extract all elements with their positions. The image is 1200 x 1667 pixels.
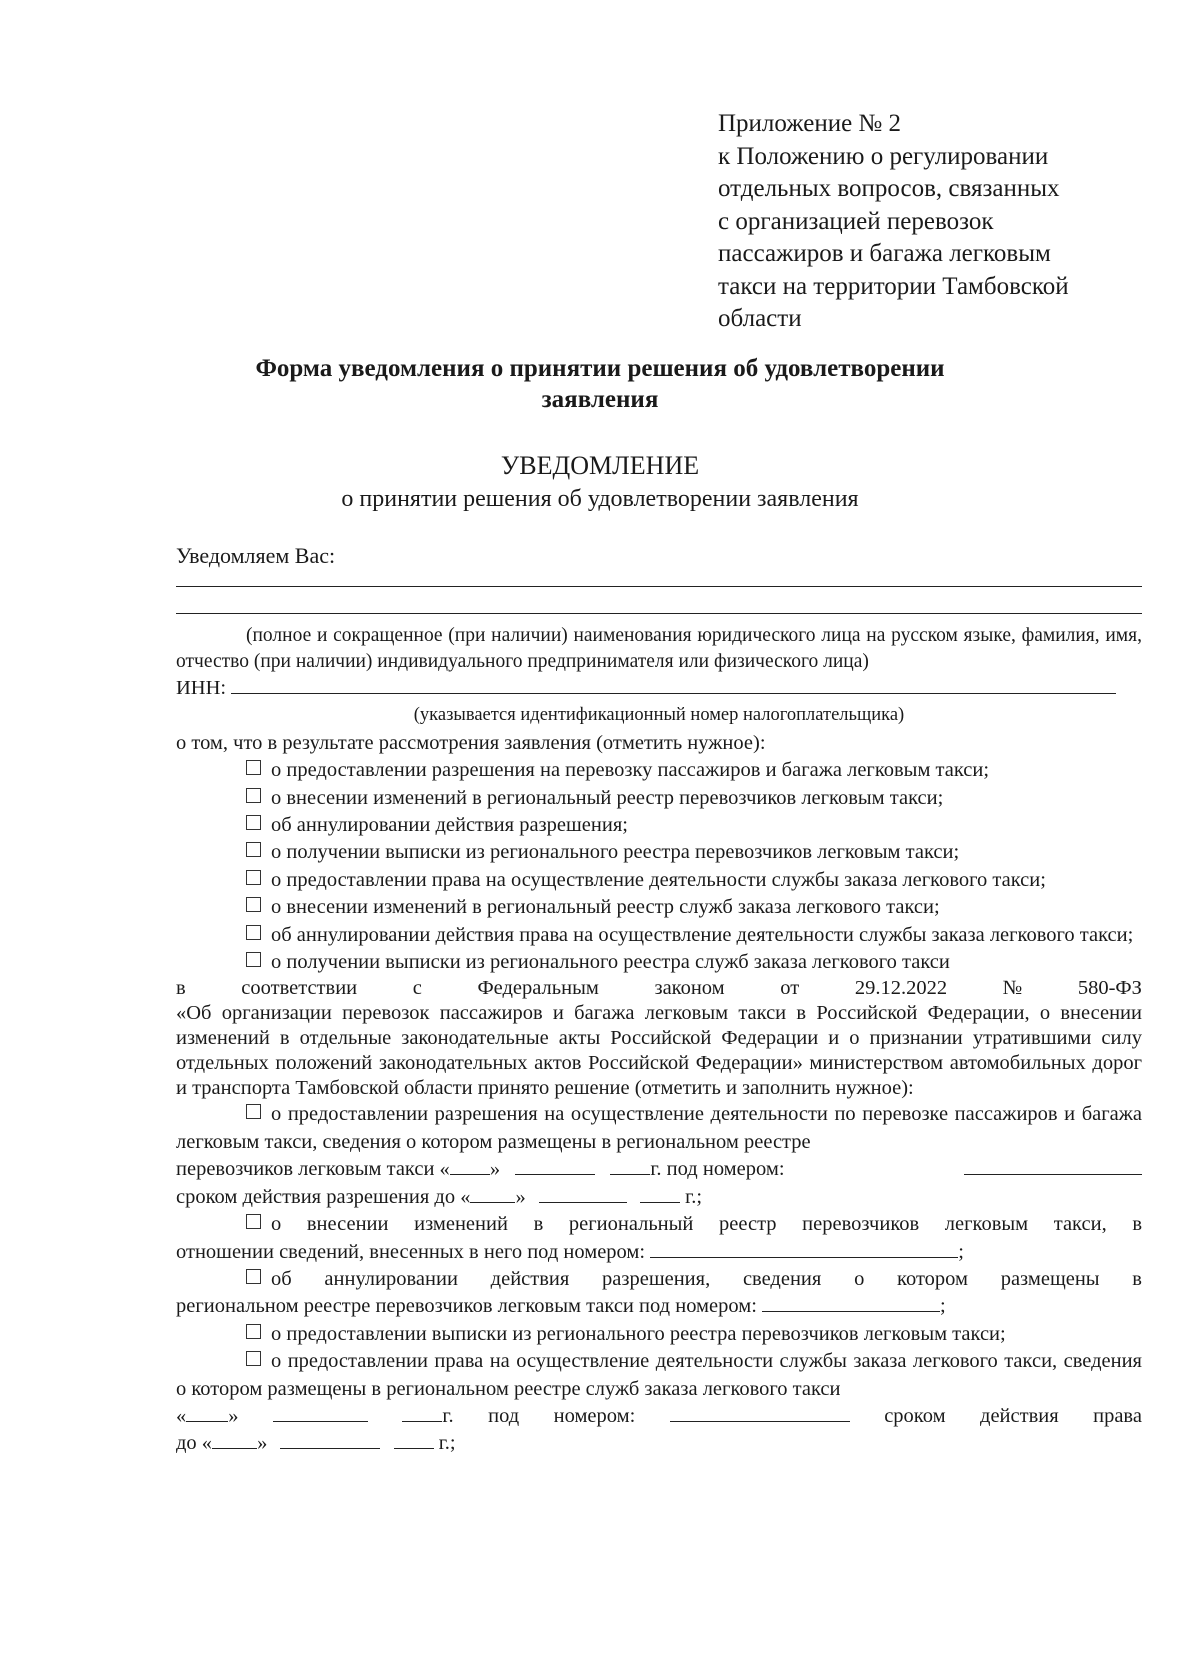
option-text: об аннулировании действия разрешения; xyxy=(271,814,628,837)
application-option xyxy=(176,949,1142,976)
checkbox[interactable] xyxy=(246,760,261,775)
legal-word: от xyxy=(780,977,800,1000)
inn-row xyxy=(176,675,1142,702)
registry-number-field[interactable] xyxy=(650,1239,958,1258)
checkbox[interactable] xyxy=(246,897,261,912)
registry-number-field[interactable] xyxy=(964,1156,1142,1175)
decision-option xyxy=(176,1101,1142,1156)
decision-5-line-3 xyxy=(176,1403,1142,1430)
day-field[interactable] xyxy=(212,1430,257,1449)
legal-word: № xyxy=(1002,977,1023,1000)
checkbox[interactable] xyxy=(246,788,261,803)
decision-3-line-2 xyxy=(176,1293,1142,1320)
month-field[interactable] xyxy=(273,1403,368,1422)
notice-heading: УВЕДОМЛЕНИЕ xyxy=(500,451,700,480)
decision-option xyxy=(176,1321,1142,1348)
appendix-line: с организацией перевозок xyxy=(718,207,994,235)
checkbox[interactable] xyxy=(246,1351,261,1366)
checkbox[interactable] xyxy=(246,1214,261,1229)
application-option xyxy=(176,922,1142,949)
decision-1-line-3 xyxy=(176,1156,1142,1183)
day-field[interactable] xyxy=(470,1184,515,1203)
form-title-line: заявления xyxy=(541,386,659,413)
decision-text: под xyxy=(488,1404,520,1427)
option-text: о получении выписки из регионального реестра перевозчиков легковым такси; xyxy=(271,841,960,864)
registry-number-field[interactable] xyxy=(762,1293,940,1312)
checkbox[interactable] xyxy=(246,1269,261,1284)
application-option xyxy=(176,785,1142,812)
appendix-line: к Положению о регулировании xyxy=(718,142,1049,170)
appendix-line: Приложение № 2 xyxy=(718,110,902,137)
checkbox[interactable] xyxy=(246,1104,261,1119)
decision-text: сроком действия разрешения до « xyxy=(176,1185,471,1208)
decision-text: г. xyxy=(442,1404,454,1427)
decision-text: » xyxy=(257,1432,268,1455)
month-field[interactable] xyxy=(539,1184,627,1203)
legal-word: 580-ФЗ xyxy=(1077,977,1142,1000)
decision-text: о предоставлении выписки из регионального реестра перевозчиков легковым такси; xyxy=(271,1322,1006,1345)
application-option xyxy=(176,867,1142,894)
name-note: (полное и сокращенное (при наличии) наименования юридического лица на русском языке, фамилия, имя, отчество (при наличии) индивидуального предпринимателя или физического лица) xyxy=(176,625,1142,672)
option-text: о внесении изменений в региональный реестр перевозчиков легковым такси; xyxy=(271,786,944,809)
decision-text: ; xyxy=(958,1240,964,1263)
decision-text: » xyxy=(515,1185,526,1208)
application-option xyxy=(176,757,1142,784)
decision-text: отношении сведений, внесенных в него под номером: xyxy=(176,1240,646,1263)
option-text: о предоставлении разрешения на перевозку пассажиров и багажа легковым такси; xyxy=(271,759,990,782)
decision-option xyxy=(176,1348,1142,1403)
checkbox[interactable] xyxy=(246,842,261,857)
application-intro: о том, что в результате рассмотрения заявления (отметить нужное): xyxy=(176,731,766,754)
year-field[interactable] xyxy=(394,1430,434,1449)
decision-text: ; xyxy=(940,1295,946,1318)
addressee-label: Уведомляем Вас: xyxy=(176,543,336,568)
decision-text: сроком xyxy=(884,1404,946,1427)
legal-word: соответствии xyxy=(241,977,358,1000)
appendix-line: области xyxy=(718,305,802,332)
appendix-header xyxy=(718,108,1158,336)
decision-text: номером: xyxy=(553,1404,636,1427)
decision-text: перевозчиков легковым такси « xyxy=(176,1158,450,1181)
appendix-line: такси на территории Тамбовской xyxy=(718,272,1069,300)
decision-text: о внесении изменений в региональный реестр перевозчиков легковым такси, в xyxy=(271,1213,1142,1236)
month-field[interactable] xyxy=(280,1430,380,1449)
decision-text: о предоставлении разрешения на осуществление деятельности по перевозке пассажиров и багажа легковым такси, сведения о котором размещены в региональном реестре xyxy=(176,1103,1142,1153)
inn-field[interactable] xyxy=(231,675,1116,694)
decision-text: региональном реестре перевозчиков легковым такси под номером: xyxy=(176,1295,757,1318)
legal-word: законом xyxy=(654,977,725,1000)
year-field[interactable] xyxy=(610,1156,650,1175)
option-text: о предоставлении права на осуществление деятельности службы заказа легкового такси; xyxy=(271,868,1046,891)
month-field[interactable] xyxy=(515,1156,595,1175)
registry-number-field[interactable] xyxy=(670,1403,850,1422)
inn-note: (указывается идентификационный номер налогоплательщика) xyxy=(413,705,905,726)
form-title-line: Форма уведомления о принятии решения об удовлетворении xyxy=(255,355,945,382)
decision-5-line-4 xyxy=(176,1430,1142,1457)
inn-label: ИНН: xyxy=(176,677,227,699)
decision-text: действия xyxy=(980,1404,1059,1427)
legal-word: в xyxy=(176,977,186,1000)
day-field[interactable] xyxy=(450,1156,490,1175)
decision-text: об аннулировании действия разрешения, сведения о котором размещены в xyxy=(271,1267,1142,1290)
legal-basis-text: «Об организации перевозок пассажиров и багажа легковым такси в Российской Федерации, о внесении изменений в отдельные законодательные акты Российской Федерации и о признании утратившими силу отдельных положений законодательных актов Российской Федерации» министерством автомобильных дорог и транспорта Тамбовской области принято решение (отметить и заполнить нужное): xyxy=(176,1002,1142,1100)
decision-text: о предоставлении права на осуществление деятельности службы заказа легкового такси, сведения о котором размещены в региональном реестре служб заказа легкового такси xyxy=(176,1350,1142,1400)
decision-2-line-2 xyxy=(176,1239,1142,1266)
decision-text: г.; xyxy=(685,1185,703,1208)
year-field[interactable] xyxy=(640,1184,680,1203)
option-text: об аннулировании действия права на осуществление деятельности службы заказа легкового такси; xyxy=(271,923,1134,946)
notice-subheading: о принятии решения об удовлетворении заявления xyxy=(341,486,859,512)
decision-option xyxy=(176,1211,1142,1238)
decision-text: права xyxy=(1093,1404,1142,1427)
decision-text: » xyxy=(228,1404,239,1427)
appendix-line: отдельных вопросов, связанных xyxy=(718,175,1060,202)
decision-text: » xyxy=(489,1158,501,1181)
checkbox[interactable] xyxy=(246,952,261,967)
checkbox[interactable] xyxy=(246,1324,261,1339)
legal-word: с xyxy=(412,977,422,1000)
addressee-blank-line-1[interactable] xyxy=(176,586,1142,587)
application-option xyxy=(176,894,1142,921)
option-text: о внесении изменений в региональный реестр служб заказа легкового такси; xyxy=(271,896,940,919)
decision-1-line-4 xyxy=(176,1184,1142,1211)
year-field[interactable] xyxy=(402,1403,442,1422)
appendix-line: пассажиров и багажа легковым xyxy=(718,240,1051,267)
legal-word: 29.12.2022 xyxy=(854,977,948,1000)
day-field[interactable] xyxy=(186,1403,228,1422)
checkbox[interactable] xyxy=(246,925,261,940)
decision-text: г. под номером: xyxy=(650,1158,785,1181)
decision-text: г.; xyxy=(438,1432,456,1455)
legal-basis-first-line xyxy=(176,976,1142,1001)
checkbox[interactable] xyxy=(246,815,261,830)
application-option xyxy=(176,839,1142,866)
document-body xyxy=(176,623,1142,1458)
addressee-blank-line-2[interactable] xyxy=(176,613,1142,614)
decision-option xyxy=(176,1266,1142,1293)
application-option xyxy=(176,812,1142,839)
form-title xyxy=(140,353,1060,415)
decision-text: « xyxy=(176,1404,187,1427)
legal-word: Федеральным xyxy=(477,977,599,1000)
decision-text: до « xyxy=(176,1432,213,1455)
option-text: о получении выписки из регионального реестра служб заказа легкового такси xyxy=(271,951,950,974)
checkbox[interactable] xyxy=(246,870,261,885)
